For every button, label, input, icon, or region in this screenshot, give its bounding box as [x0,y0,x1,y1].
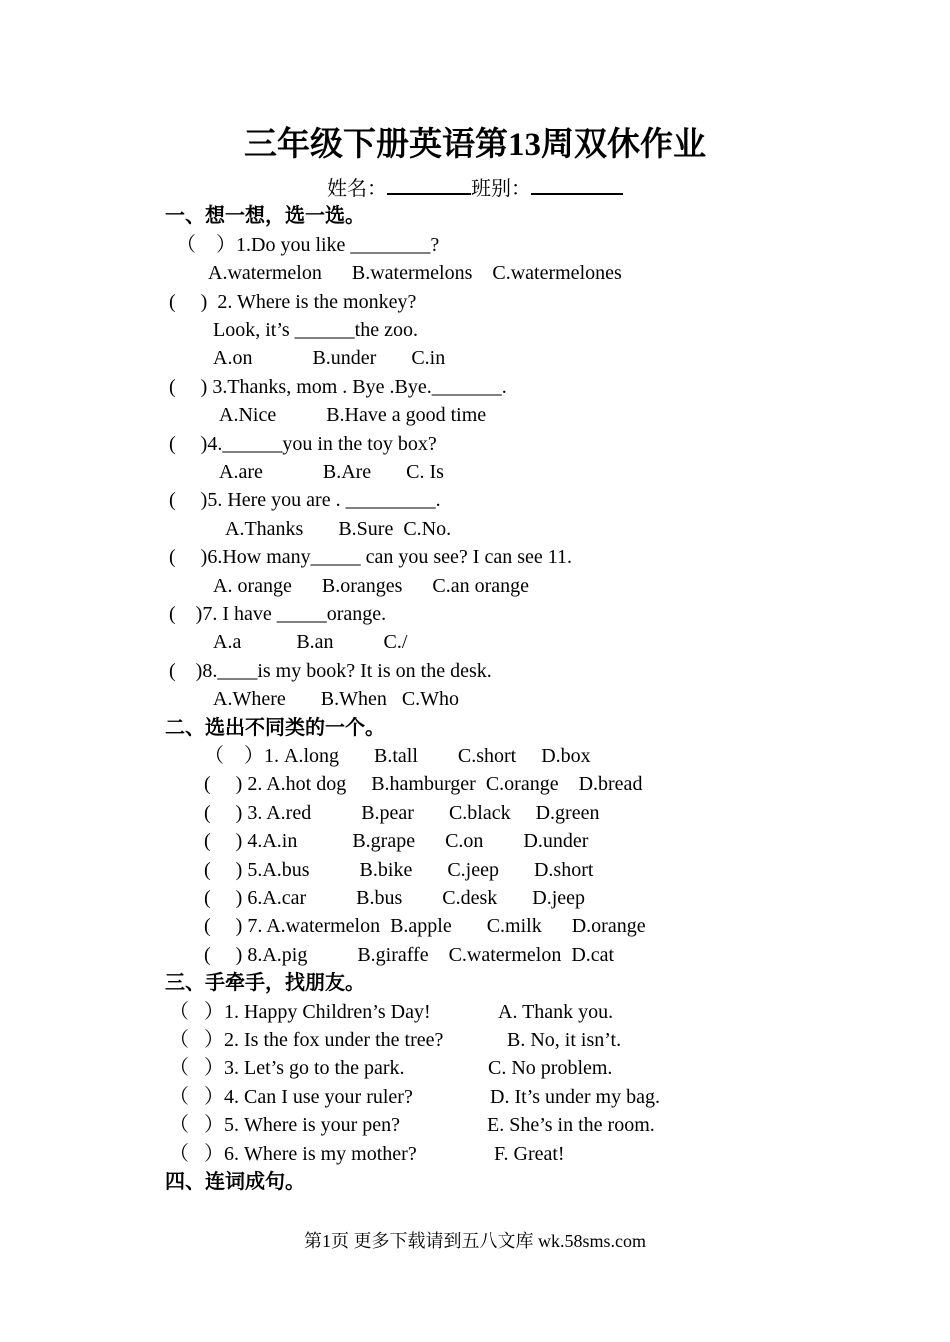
odd-one-out-line: ( ) 6.A.car B.bus C.desk D.jeep [204,887,586,909]
class-label: 班别： [471,178,531,200]
question-line: Look, it’s ______the zoo. [213,319,418,341]
odd-one-out-line: ( ) 3. A.red B.pear C.black D.green [204,802,600,824]
section3-heading: 三、手牵手，找朋友。 [165,972,365,994]
section2-heading: 二、选出不同类的一个。 [165,717,385,739]
match-answer: A. Thank you. [498,1001,614,1023]
match-question: （ ）3. Let’s go to the park. [169,1057,405,1079]
odd-one-out-line: （ ）1. A.long B.tall C.short D.box [204,745,591,767]
match-question: （ ）1. Happy Children’s Day! [169,1001,431,1023]
page-title: 三年级下册英语第13周双休作业 [244,127,706,163]
question-line: ( ) 2. Where is the monkey? [169,291,417,313]
odd-one-out-line: ( ) 8.A.pig B.giraffe C.watermelon D.cat [204,944,615,966]
section4-heading: 四、连词成句。 [165,1171,305,1193]
question-line: ( )4.______you in the toy box? [169,433,437,455]
question-line: ( )7. I have _____orange. [169,603,387,625]
odd-one-out-line: ( ) 5.A.bus B.bike C.jeep D.short [204,859,594,881]
options-line: A.Nice B.Have a good time [219,404,487,426]
question-line: ( )5. Here you are . _________. [169,489,441,511]
odd-one-out-line: ( ) 4.A.in B.grape C.on D.under [204,830,589,852]
name-label: 姓名： [327,178,387,200]
question-line: （ ）1.Do you like ________? [176,234,440,256]
match-answer: E. She’s in the room. [487,1114,655,1136]
match-question: （ ）4. Can I use your ruler? [169,1086,413,1108]
match-answer: C. No problem. [488,1057,613,1079]
name-blank[interactable] [387,173,471,195]
options-line: A. orange B.oranges C.an orange [213,575,530,597]
match-answer: D. It’s under my bag. [490,1086,660,1108]
match-answer: B. No, it isn’t. [507,1029,622,1051]
odd-one-out-line: ( ) 2. A.hot dog B.hamburger C.orange D.bread [204,773,643,795]
class-blank[interactable] [531,173,623,195]
options-line: A.Thanks B.Sure C.No. [225,518,452,540]
page-footer: 第1页 更多下载请到五八文库 wk.58sms.com [304,1231,646,1251]
options-line: A.watermelon B.watermelons C.watermelones [208,262,622,284]
odd-one-out-line: ( ) 7. A.watermelon B.apple C.milk D.orange [204,915,646,937]
section1-heading: 一、想一想，选一选。 [165,205,365,227]
match-question: （ ）5. Where is your pen? [169,1114,401,1136]
options-line: A.are B.Are C. Is [219,461,444,483]
options-line: A.on B.under C.in [213,347,446,369]
match-question: （ ）2. Is the fox under the tree? [169,1029,444,1051]
question-line: ( ) 3.Thanks, mom . Bye .Bye._______. [169,376,507,398]
question-line: ( )6.How many_____ can you see? I can see 11. [169,546,573,568]
match-answer: F. Great! [494,1143,565,1165]
match-question: （ ）6. Where is my mother? [169,1143,417,1165]
options-line: A.a B.an C./ [213,631,408,653]
question-line: ( )8.____is my book? It is on the desk. [169,660,492,682]
student-info-line [0,173,950,204]
options-line: A.Where B.When C.Who [213,688,460,710]
